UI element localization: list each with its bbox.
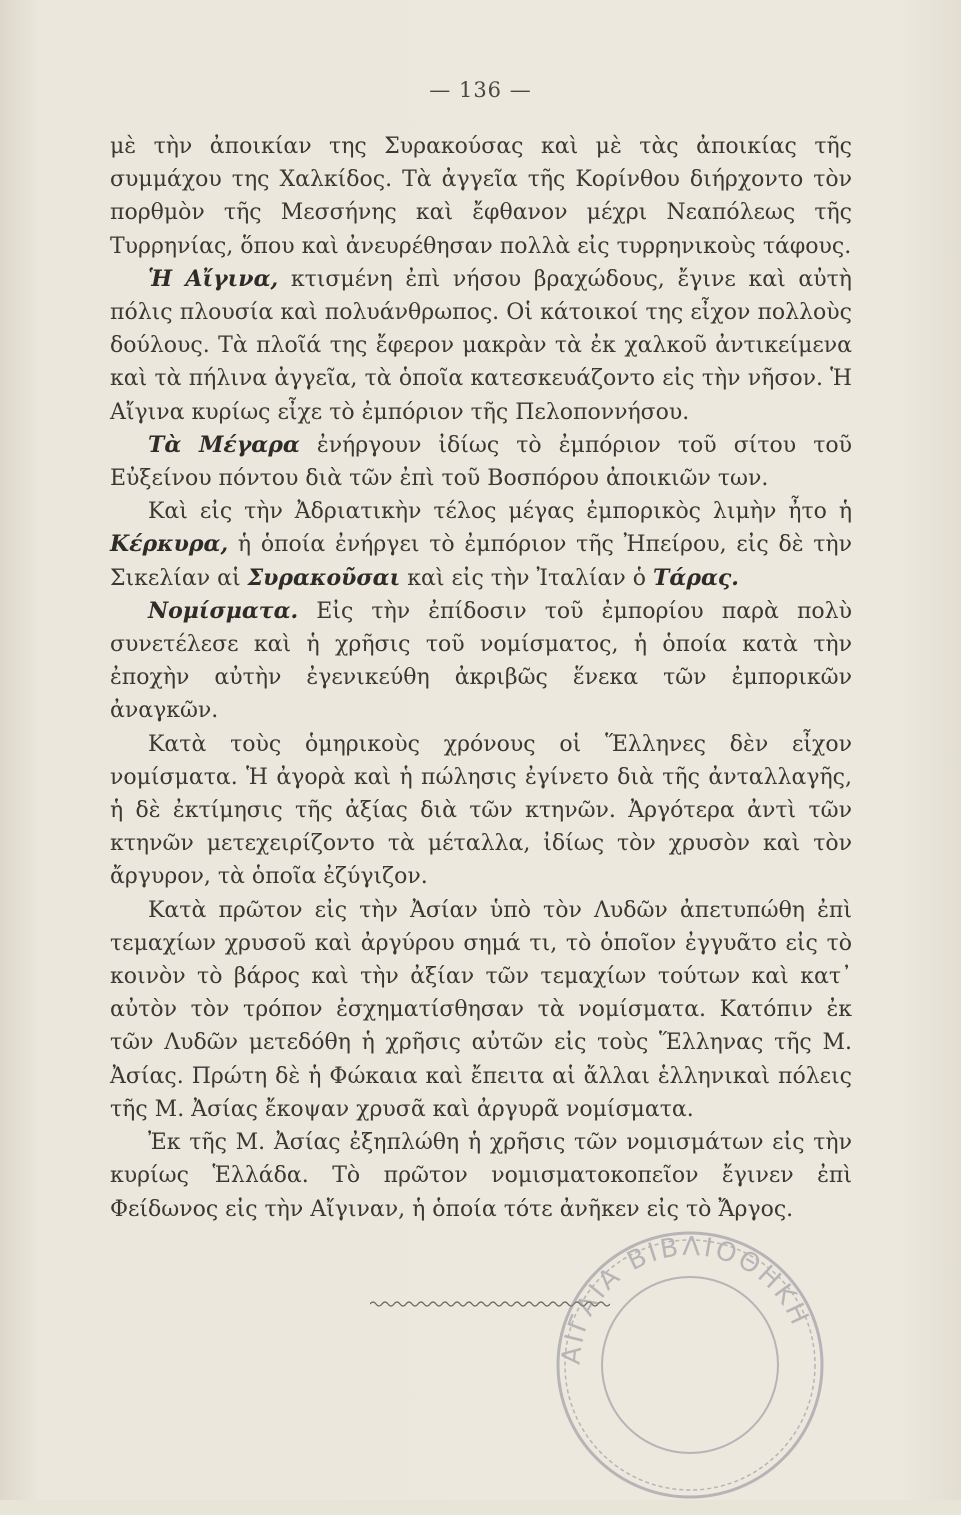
paragraph xyxy=(110,1126,852,1226)
paragraph xyxy=(110,130,852,263)
paragraph-text: ἐνήργουν ἰδίως τὸ ἐμπόριον τοῦ σίτου τοῦ Εὐξείνου πόντου διὰ τῶν ἐπὶ τοῦ Βοσπόρου ἀποικιῶν των. xyxy=(110,432,853,492)
bold-heading-term: Νομίσματα. xyxy=(148,597,299,624)
bold-heading-term: Συρακοῦσαι xyxy=(247,564,401,591)
paragraph xyxy=(110,728,852,894)
paragraph xyxy=(110,894,852,1126)
library-stamp-icon xyxy=(540,1215,840,1515)
paragraph-text: Εἰς τὴν ἐπίδοσιν τοῦ ἐμπορίου παρὰ πολὺ συνετέλεσε καὶ ἡ χρῆσις τοῦ νομίσματος, ἡ ὁποία κατὰ τὴν ἐποχὴν αὐτὴν ἐγενικεύθη ἀκριβῶς ἕνεκα τῶν ἐμπορικῶν ἀναγκῶν. xyxy=(110,598,852,724)
page-number: — 136 — xyxy=(429,78,532,102)
paragraph-text: Καὶ εἰς τὴν Ἀδριατικὴν τέλος μέγας ἐμπορικὸς λιμὴν ἦτο ἡ xyxy=(148,499,852,525)
body-text xyxy=(110,130,852,1226)
paragraph xyxy=(110,595,852,728)
bold-heading-term: Κέρκυρα, xyxy=(110,531,229,558)
paragraph-text: ἡ ὁποία ἐνήργει τὸ ἐμπόριον τῆς Ἠπείρου, εἰς δὲ τὴν Σικελίαν αἱ xyxy=(110,532,852,591)
paragraph xyxy=(110,429,852,495)
bold-heading-term: Ἡ Αἴγινα, xyxy=(148,265,279,292)
bold-heading-term: Τὰ Μέγαρα xyxy=(148,431,300,458)
stamp-text: ΑΙΓΑΙΑ ΒΙΒΛΙΟΘΗΚΗ xyxy=(556,1231,816,1366)
paragraph-text: Κατὰ τοὺς ὁμηρικοὺς χρόνους οἱ Ἕλληνες δὲν εἶχον νομίσματα. Ἡ ἀγορὰ καὶ ἡ πώλησις ἐγίνετο διὰ τῆς ἀνταλλαγῆς, ἡ δὲ ἐκτίμησις τῆς ἀξίας διὰ τῶν κτηνῶν. Ἀργότερα ἀντὶ τῶν κτηνῶν μετεχειρίζοντο τὰ μέταλλα, ἰδίως τὸν χρυσὸν καὶ τὸν ἄργυρον, τὰ ὁποῖα ἐζύγιζον. xyxy=(110,731,852,890)
bold-heading-term: Τάρας. xyxy=(653,564,739,591)
paragraph xyxy=(110,263,852,429)
paragraph-text: Κατὰ πρῶτον εἰς τὴν Ἀσίαν ὑπὸ τὸν Λυδῶν ἀπετυπώθη ἐπὶ τεμαχίων χρυσοῦ καὶ ἀργύρου σημά τι, τὸ ὁποῖον ἐγγυᾶτο εἰς τὸ κοινὸν τὸ βάρος καὶ τὴν ἀξίαν τῶν τεμαχίων τούτων καὶ κατ᾿ αὐτὸν τὸν τρόπον ἐσχηματίσθησαν τὰ νομίσματα. Κατόπιν ἐκ τῶν Λυδῶν μετεδόθη ἡ χρῆσις αὐτῶν εἰς τοὺς Ἕλληνας τῆς Μ. Ἀσίας. Πρώτη δὲ ἡ Φώκαια καὶ ἔπειτα αἱ ἄλλαι ἑλληνικαὶ πόλεις τῆς Μ. Ἀσίας ἔκοψαν χρυσᾶ καὶ ἀργυρᾶ νομίσματα. xyxy=(110,897,852,1122)
paragraph-text: κτισμένη ἐπὶ νήσου βραχώδους, ἔγινε καὶ αὐτὴ πόλις πλουσία καὶ πολυάνθρωπος. Οἱ κάτοικοί της εἶχον πολλοὺς δούλους. Τὰ πλοῖά της ἔφερον μακρὰν τὰ ἐκ χαλκοῦ ἀντικείμενα καὶ τὰ πήλινα ἀγγεῖα, τὰ ὁποῖα κατεσκευάζοντο εἰς τὴν νῆσον. Ἡ Αἴγινα κυρίως εἶχε τὸ ἐμπόριον τῆς Πελοποννήσου. xyxy=(110,266,852,425)
paragraph-text: καὶ εἰς τὴν Ἰταλίαν ὁ xyxy=(400,565,654,591)
paragraph-text: Ἐκ τῆς Μ. Ἀσίας ἐξηπλώθη ἡ χρῆσις τῶν νομισμάτων εἰς τὴν κυρίως Ἑλλάδα. Τὸ πρῶτον νομισματοκοπεῖον ἔγινεν ἐπὶ Φείδωνος εἰς τὴν Αἴγιναν, ἡ ὁποία τότε ἀνῆκεν εἰς τὸ Ἄργος. xyxy=(110,1130,852,1222)
paragraph-text: μὲ τὴν ἀποικίαν της Συρακούσας καὶ μὲ τὰς ἀποικίας τῆς συμμάχου της Χαλκίδος. Τὰ ἀγγεῖα τῆς Κορίνθου διήρχοντο τὸν πορθμὸν τῆς Μεσσήνης καὶ ἔφθανον μέχρι Νεαπόλεως τῆς Τυρρηνίας, ὅπου καὶ ἀνευρέθησαν πολλὰ εἰς τυρρηνικοὺς τάφους. xyxy=(110,134,852,259)
paragraph xyxy=(110,495,852,595)
